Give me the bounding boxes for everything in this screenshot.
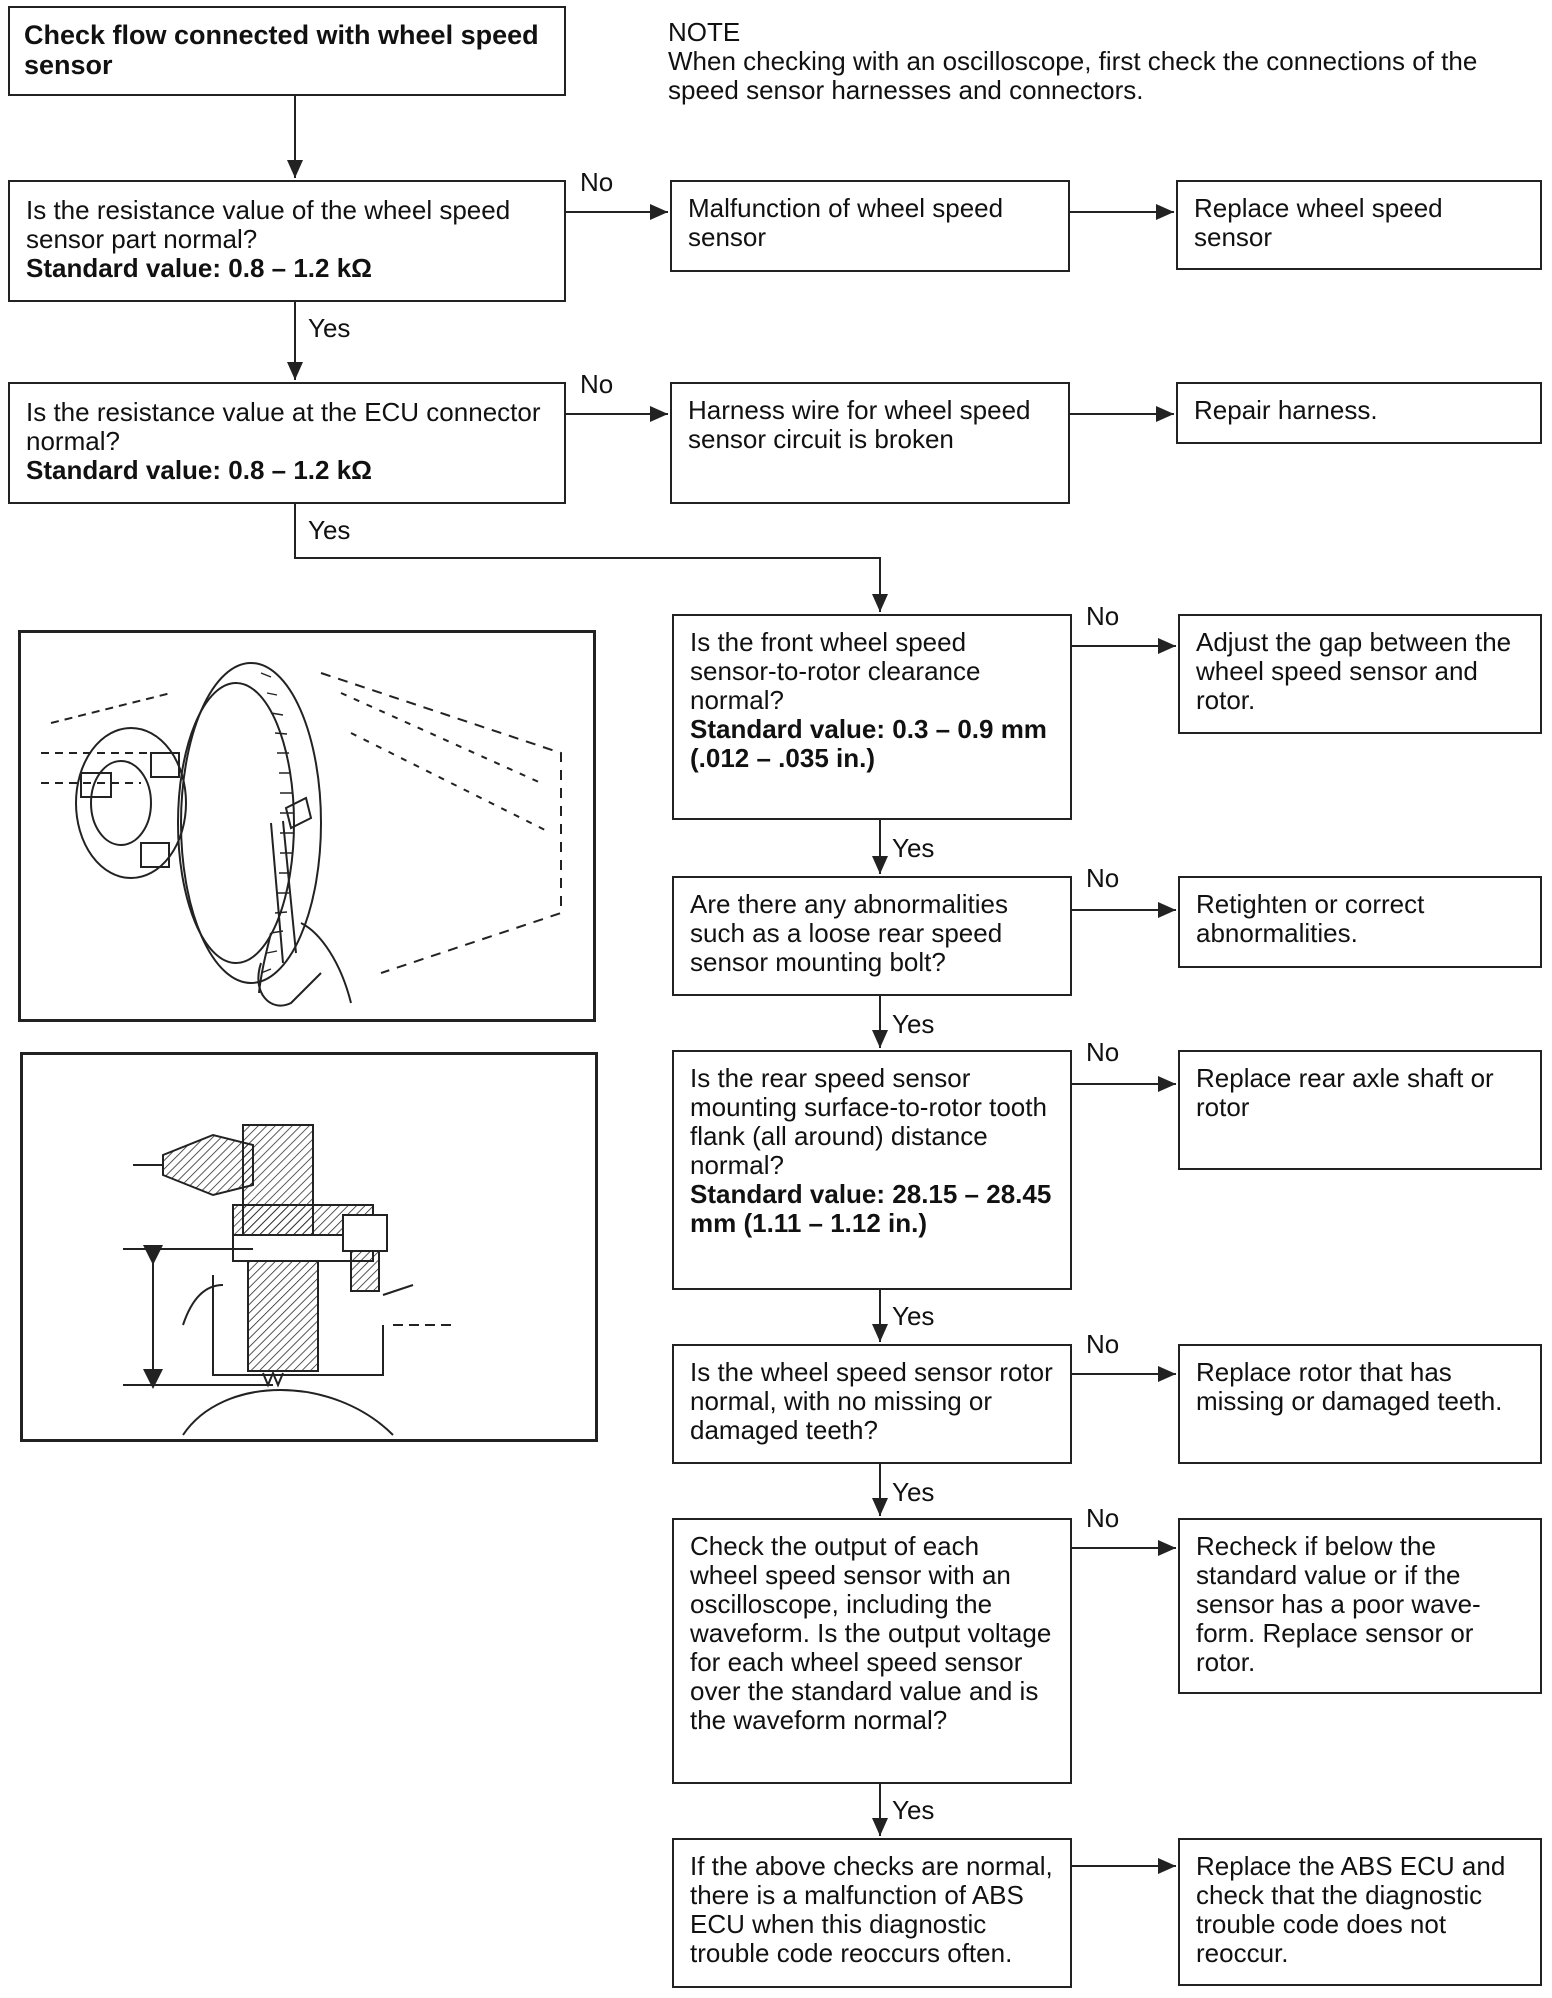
check-question: Is the resistance value at the ECU connector normal? [26, 397, 541, 456]
check-front-clearance [672, 614, 1072, 820]
action-replace-axle: Replace rear axle shaft or rotor [1178, 1050, 1542, 1170]
note [668, 18, 1528, 105]
note-text: When checking with an oscilloscope, first check the connections of the speed sensor harnesses and connectors. [668, 46, 1478, 105]
check-standard: Standard value: 0.8 – 1.2 kΩ [26, 455, 372, 485]
label-yes: Yes [308, 313, 351, 343]
action-adjust-gap: Adjust the gap between the wheel speed sensor and rotor. [1178, 614, 1542, 734]
label-no: No [580, 167, 614, 197]
note-heading: NOTE [668, 17, 741, 47]
label-no: No [1086, 1037, 1120, 1067]
check-question: Is the rear speed sensor mounting surface-to-rotor tooth flank (all around) distance normal? [690, 1063, 1047, 1180]
flow-title: Check flow connected with wheel speed sensor [8, 6, 566, 96]
label-yes: Yes [308, 515, 351, 545]
rear-sensor-drawing [23, 1055, 595, 1439]
label-yes: Yes [892, 833, 935, 863]
label-no: No [1086, 601, 1120, 631]
check-question: Is the resistance value of the wheel speed sensor part normal? [26, 195, 511, 254]
check-standard: Standard value: 28.15 – 28.45 mm (1.11 – 1.12 in.) [690, 1179, 1052, 1238]
label-yes: Yes [892, 1009, 935, 1039]
action-replace-rotor: Replace rotor that has missing or damaged teeth. [1178, 1344, 1542, 1464]
label-no: No [1086, 1329, 1120, 1359]
action-repair-harness: Repair harness. [1176, 382, 1542, 444]
check-ecu-resistance [8, 382, 566, 504]
check-question: Is the wheel speed sensor rotor normal, with no missing or damaged teeth? [690, 1357, 1053, 1445]
front-sensor-drawing [21, 633, 593, 1019]
label-yes: Yes [892, 1477, 935, 1507]
check-oscilloscope [672, 1518, 1072, 1784]
label-no: No [1086, 863, 1120, 893]
check-question: If the above checks are normal, there is a malfunction of ABS ECU when this diagnostic trouble code reoccurs often. [690, 1851, 1053, 1968]
label-no: No [580, 369, 614, 399]
check-rotor-teeth [672, 1344, 1072, 1464]
diagnosis-harness-broken: Harness wire for wheel speed sensor circuit is broken [670, 382, 1070, 504]
check-rear-distance [672, 1050, 1072, 1290]
action-recheck: Recheck if below the standard value or if the sensor has a poor wave-form. Replace sensor or rotor. [1178, 1518, 1542, 1694]
check-standard: Standard value: 0.8 – 1.2 kΩ [26, 253, 372, 283]
check-question: Are there any abnormalities such as a loose rear speed sensor mounting bolt? [690, 889, 1008, 977]
check-loose-bolt [672, 876, 1072, 996]
action-replace-ecu: Replace the ABS ECU and check that the diagnostic trouble code does not reoccur. [1178, 1838, 1542, 1986]
label-yes: Yes [892, 1301, 935, 1331]
label-yes: Yes [892, 1795, 935, 1825]
action-retighten: Retighten or correct abnormalities. [1178, 876, 1542, 968]
check-ecu-malfunction [672, 1838, 1072, 1988]
check-standard: Standard value: 0.3 – 0.9 mm (.012 – .035 in.) [690, 714, 1047, 773]
diagnosis-sensor-malfunction: Malfunction of wheel speed sensor [670, 180, 1070, 272]
label-no: No [1086, 1503, 1120, 1533]
action-replace-sensor: Replace wheel speed sensor [1176, 180, 1542, 270]
check-question: Is the front wheel speed sensor-to-rotor clearance normal? [690, 627, 981, 715]
check-question: Check the output of each wheel speed sensor with an oscilloscope, including the waveform. Is the output voltage for each wheel speed sensor over the standard value and is the waveform normal? [690, 1531, 1052, 1735]
check-sensor-resistance [8, 180, 566, 302]
rear-sensor-illustration [20, 1052, 598, 1442]
front-sensor-illustration [18, 630, 596, 1022]
